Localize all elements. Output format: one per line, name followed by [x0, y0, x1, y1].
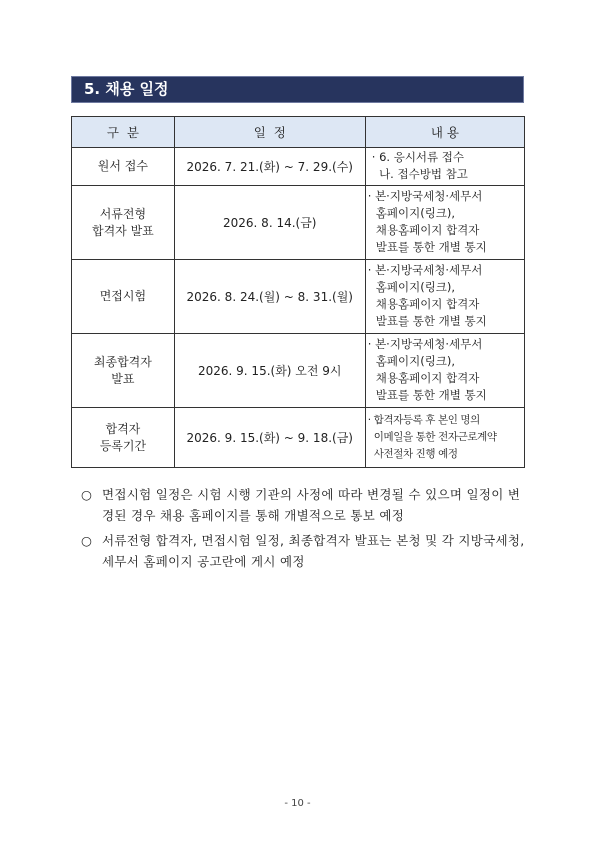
category-line: 등록기간	[99, 438, 147, 453]
content-line: · 본·지방국세청·세무서	[367, 337, 483, 351]
content-line: 나. 접수방법 참고	[371, 167, 468, 181]
row-date: 2026. 7. 21.(화) ~ 7. 29.(수)	[174, 148, 365, 186]
table-row	[72, 260, 525, 334]
row-date: 2026. 9. 15.(화) ~ 9. 18.(금)	[174, 408, 365, 468]
row-content	[365, 260, 524, 334]
row-category	[72, 408, 175, 468]
table-header-row	[72, 117, 525, 148]
row-date: 2026. 8. 14.(금)	[174, 186, 365, 260]
content-line: 홈페이지(링크),	[375, 354, 456, 368]
row-content	[365, 408, 524, 468]
content-line: 이메일을 통한 전자근로계약	[373, 430, 497, 443]
row-category	[72, 334, 175, 408]
note-text: 서류전형 합격자, 면접시험 일정, 최종합격자 발표는 본청 및 각 지방국세청, 세무서 홈페이지 공고란에 게시 예정	[102, 533, 525, 569]
content-line: 사전절차 진행 예정	[373, 447, 458, 460]
content-line: 홈페이지(링크),	[375, 280, 456, 294]
category-line: 합격자 발표	[91, 223, 154, 238]
content-line: · 합격자등록 후 본인 명의	[367, 413, 480, 426]
content-line: 발표를 통한 개별 통지	[375, 388, 487, 402]
content-line: 채용홈페이지 합격자	[375, 223, 480, 237]
category-line: 발표	[111, 371, 135, 386]
category-line: 합격자	[105, 421, 141, 436]
content-line: · 본·지방국세청·세무서	[367, 189, 483, 203]
category-line: 원서 접수	[97, 159, 148, 173]
note-item	[81, 484, 531, 526]
table-row	[72, 186, 525, 260]
row-content	[365, 186, 524, 260]
content-line: 발표를 통한 개별 통지	[375, 240, 487, 254]
category-line: 서류전형	[99, 206, 147, 221]
row-category	[72, 186, 175, 260]
content-line: 채용홈페이지 합격자	[375, 371, 480, 385]
row-content	[365, 334, 524, 408]
content-line: 발표를 통한 개별 통지	[375, 314, 487, 328]
content-line: 홈페이지(링크),	[375, 206, 456, 220]
category-line: 면접시험	[99, 289, 147, 303]
content-line: · 6. 응시서류 접수	[371, 150, 465, 164]
table-row	[72, 148, 525, 186]
table-row	[72, 408, 525, 468]
note-text: 면접시험 일정은 시험 시행 기관의 사정에 따라 변경될 수 있으며 일정이 변경된 경우 채용 홈페이지를 통해 개별적으로 통보 예정	[102, 487, 521, 523]
schedule-table	[71, 116, 525, 468]
content-line: 채용홈페이지 합격자	[375, 297, 480, 311]
circle-bullet-icon: ○	[81, 487, 92, 502]
notes-list	[81, 484, 531, 576]
row-date: 2026. 9. 15.(화) 오전 9시	[174, 334, 365, 408]
row-category	[72, 260, 175, 334]
section-title: 5. 채용 일정	[71, 76, 524, 103]
header-date: 일 정	[174, 117, 365, 148]
page-number: - 10 -	[284, 798, 311, 809]
row-content	[365, 148, 524, 186]
content-line: · 본·지방국세청·세무서	[367, 263, 483, 277]
header-content: 내 용	[365, 117, 524, 148]
note-item	[81, 530, 531, 572]
circle-bullet-icon: ○	[81, 533, 92, 548]
table-row	[72, 334, 525, 408]
row-category	[72, 148, 175, 186]
category-line: 최종합격자	[93, 354, 152, 369]
row-date: 2026. 8. 24.(월) ~ 8. 31.(월)	[174, 260, 365, 334]
header-category: 구 분	[72, 117, 175, 148]
